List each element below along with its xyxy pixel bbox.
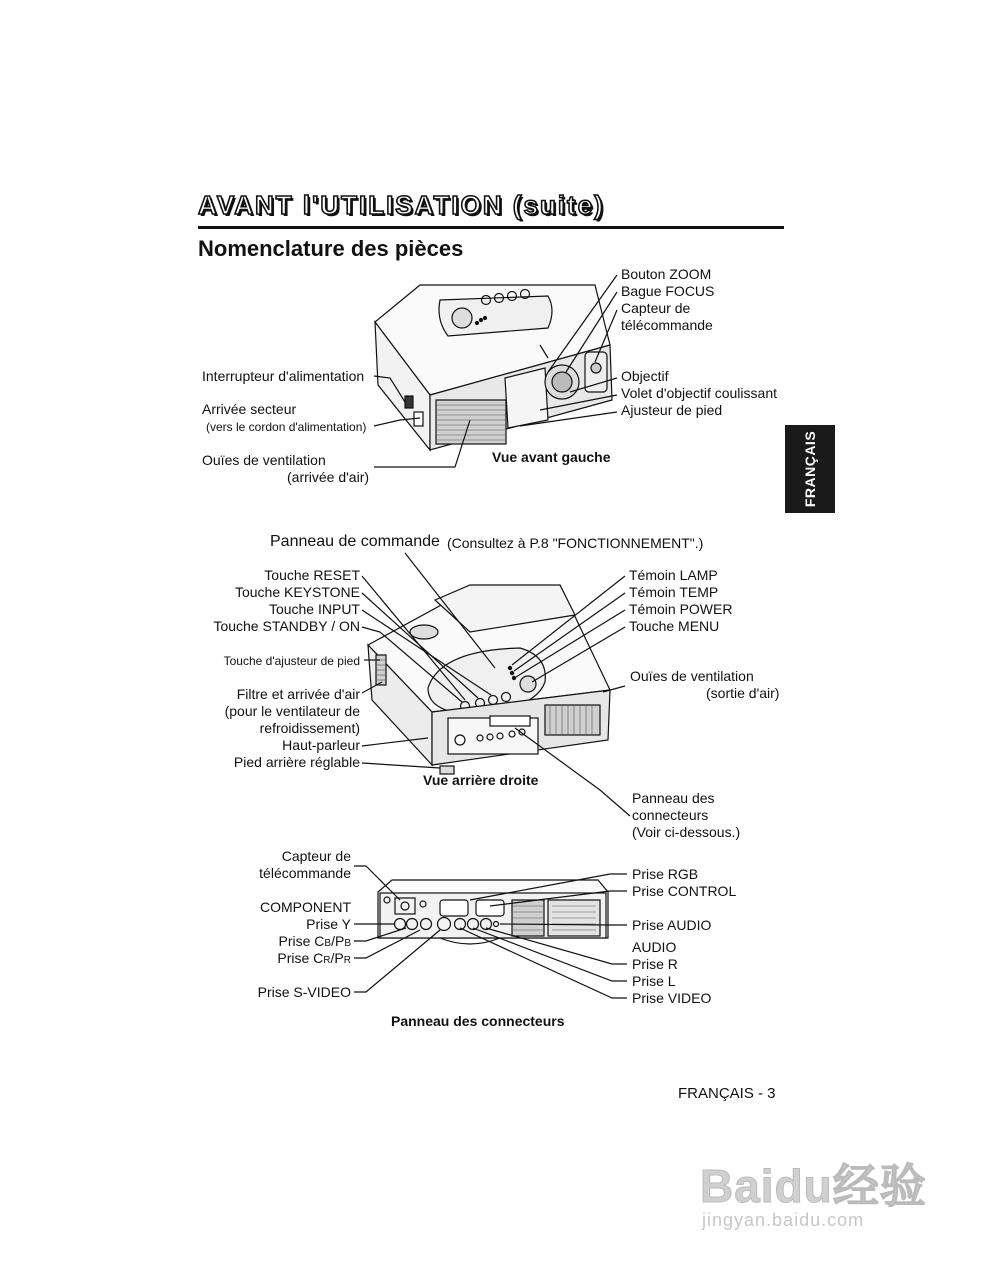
label-power: Témoin POWER: [629, 601, 733, 617]
label-rgb: Prise RGB: [632, 866, 699, 882]
watermark-brand: Baidu经验: [700, 1160, 927, 1212]
label-connector-panel-2: connecteurs: [632, 807, 709, 823]
label-prise-cb: Prise CB/PB: [278, 933, 351, 949]
caption-front-view: Vue avant gauche: [492, 449, 611, 465]
label-connector-panel-1: Panneau des: [632, 790, 715, 806]
label-cp-sensor-1: Capteur de: [281, 848, 351, 864]
label-lens-shutter: Volet d'objectif coulissant: [621, 385, 777, 401]
page-number: FRANÇAIS - 3: [678, 1085, 776, 1102]
label-cp-sensor-2: télécommande: [259, 865, 351, 881]
label-audio-header: AUDIO: [632, 939, 677, 955]
label-ac-inlet-note: (vers le cordon d'alimentation): [206, 420, 367, 434]
label-foot-button: Touche d'ajusteur de pied: [223, 654, 360, 668]
label-prise-r: Prise R: [632, 956, 678, 972]
rear-projector-drawing: [368, 585, 610, 774]
label-exhaust-1: Ouïes de ventilation: [630, 668, 754, 684]
label-reset: Touche RESET: [264, 567, 360, 583]
label-speaker: Haut-parleur: [282, 737, 360, 753]
label-exhaust-2: (sortie d'air): [706, 685, 780, 701]
label-lens: Objectif: [621, 368, 669, 384]
front-projector-drawing: [375, 285, 612, 450]
label-menu: Touche MENU: [629, 618, 720, 634]
label-remote-sensor-2: télécommande: [621, 317, 713, 333]
label-video: Prise VIDEO: [632, 990, 712, 1006]
label-remote-sensor-1: Capteur de: [621, 300, 691, 316]
label-component: COMPONENT: [260, 899, 351, 915]
label-vents-intake-1: Ouïes de ventilation: [202, 452, 326, 468]
label-temp: Témoin TEMP: [629, 584, 719, 600]
label-vents-intake-2: (arrivée d'air): [287, 469, 370, 485]
label-zoom: Bouton ZOOM: [621, 266, 712, 282]
label-filter-3: refroidissement): [259, 720, 360, 736]
label-control-panel: Panneau de commande: [270, 533, 440, 550]
label-control: Prise CONTROL: [632, 883, 737, 899]
label-audio: Prise AUDIO: [632, 917, 712, 933]
caption-rear-view: Vue arrière droite: [423, 772, 539, 788]
label-prise-cr: Prise CR/PR: [277, 950, 351, 966]
label-input: Touche INPUT: [268, 601, 360, 617]
label-connector-panel-3: (Voir ci-dessous.): [632, 824, 741, 840]
label-svideo: Prise S-VIDEO: [257, 984, 351, 1000]
label-lamp: Témoin LAMP: [629, 567, 718, 583]
language-side-tab: [785, 425, 835, 513]
label-filter-1: Filtre et arrivée d'air: [236, 686, 360, 702]
title-divider: [198, 226, 784, 229]
page-title: AVANT l'UTILISATION (suite): [198, 190, 605, 220]
section-subtitle: Nomenclature des pièces: [198, 236, 464, 261]
label-standby: Touche STANDBY / ON: [213, 618, 360, 634]
label-control-panel-note: (Consultez à P.8 "FONCTIONNEMENT".): [447, 535, 704, 551]
label-power-switch: Interrupteur d'alimentation: [202, 368, 365, 384]
label-rear-foot: Pied arrière réglable: [233, 754, 360, 770]
label-prise-y: Prise Y: [306, 916, 351, 932]
label-ac-inlet: Arrivée secteur: [202, 401, 297, 417]
caption-connector-panel: Panneau des connecteurs: [391, 1013, 565, 1029]
label-keystone: Touche KEYSTONE: [234, 584, 360, 600]
label-focus: Bague FOCUS: [621, 283, 715, 299]
label-foot-adjuster: Ajusteur de pied: [621, 402, 723, 418]
language-tab-label: FRANÇAIS: [802, 430, 818, 508]
watermark-url: jingyan.baidu.com: [702, 1210, 865, 1230]
label-prise-l: Prise L: [632, 973, 676, 989]
label-filter-2: (pour le ventilateur de: [224, 703, 360, 719]
